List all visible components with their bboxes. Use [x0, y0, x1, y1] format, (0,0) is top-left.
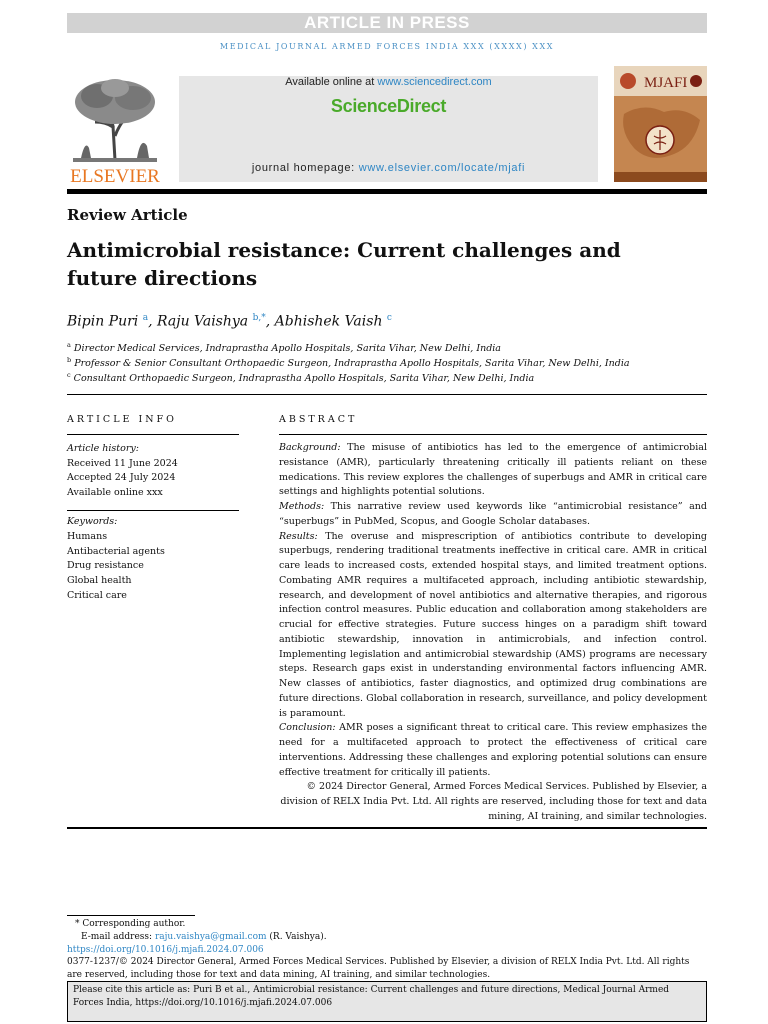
- doi-link[interactable]: https://doi.org/10.1016/j.mjafi.2024.07.006: [67, 944, 264, 955]
- corresponding-author-note: * Corresponding author.: [75, 919, 186, 929]
- copyright-notice: © 2024 Director General, Armed Forces Medical Services. Published by Elsevier, a division of RELX India Pvt. Ltd. All rights are reserved, including those for text and data mining, AI training, and similar technologies.: [280, 781, 707, 822]
- issn-copyright-line: 0377-1237/© 2024 Director General, Armed Forces Medical Services. Published by Elsevier, a division of RELX India Pvt. Ltd. All rights are reserved, including those for text and data mining, AI training, and similar technologies.: [67, 957, 690, 981]
- abstract-body: [279, 441, 707, 825]
- affiliation: $^c$ Consultant Orthopaedic Surgeon, Indraprastha Apollo Hospitals, Sarita Vihar, New Delhi, India: [67, 371, 535, 385]
- author-affiliation-mark[interactable]: a: [142, 313, 149, 323]
- sciencedirect-link[interactable]: www.sciencedirect.com: [377, 76, 492, 88]
- history-item: Accepted 24 July 2024: [67, 472, 176, 484]
- author-affiliation-mark[interactable]: b,*: [252, 313, 266, 323]
- author-name: Raju Vaishya: [157, 313, 249, 330]
- header-rule: [67, 189, 707, 194]
- history-item: Received 11 June 2024: [67, 457, 178, 469]
- affiliation: $^a$ Director Medical Services, Indraprastha Apollo Hospitals, Sarita Vihar, New Delhi, India: [67, 341, 501, 355]
- cover-title: MJAFI: [644, 75, 688, 91]
- keywords-label: Keywords:: [67, 516, 118, 527]
- footnote-rule: [67, 915, 195, 916]
- article-in-press-banner: ARTICLE IN PRESS: [67, 13, 707, 33]
- abstract-background: Background: The misuse of antibiotics has led to the emergence of antimicrobial resistance (AMR), particularly threatening critically ill patients reliant on these medications. This review explores the challenges of superbugs and AMR in critical care settings and highlights potential solutions.: [279, 442, 707, 498]
- article-history: [67, 442, 239, 500]
- journal-cover-thumbnail: [614, 66, 707, 182]
- affiliation: $^b$ Professor & Senior Consultant Orthopaedic Surgeon, Indraprastha Apollo Hospitals, Sarita Vihar, New Delhi, India: [67, 356, 630, 370]
- elsevier-logo: [67, 76, 163, 184]
- available-online-line: [179, 76, 598, 88]
- author-name: Abhishek Vaish: [274, 313, 383, 330]
- abstract-methods: Methods: This narrative review used keywords like “antimicrobial resistance” and “superbugs” in PubMed, Scopus, and Google Scholar databases.: [279, 501, 707, 527]
- keyword-item: Antibacterial agents: [67, 545, 165, 557]
- homepage-prefix: journal homepage:: [251, 162, 359, 174]
- divider: [67, 510, 239, 511]
- running-head: MEDICAL JOURNAL ARMED FORCES INDIA XXX (XXXX) XXX: [219, 42, 555, 51]
- email-line: E-mail address: raju.vaishya@gmail.com (R. Vaishya).: [81, 931, 327, 942]
- journal-homepage-line: [179, 162, 598, 174]
- keyword-item: Drug resistance: [67, 560, 144, 572]
- elsevier-tree-icon: [67, 76, 163, 184]
- footnotes: [67, 918, 707, 982]
- keyword-item: Global health: [67, 575, 132, 587]
- author-affiliation-mark[interactable]: c: [386, 313, 392, 323]
- article-title: Antimicrobial resistance: Current challenges and future directions: [67, 238, 621, 290]
- sciencedirect-wordmark[interactable]: ScienceDirect: [330, 96, 447, 116]
- journal-homepage-link[interactable]: www.elsevier.com/locate/mjafi: [358, 162, 526, 174]
- author-list: Bipin Puri $^a$, Raju Vaishya $^{b,*}$, Abhishek Vaish $^c$: [67, 313, 392, 330]
- divider: [67, 827, 707, 829]
- keyword-item: Humans: [67, 530, 108, 542]
- keyword-item: Critical care: [67, 589, 127, 601]
- abstract-conclusion: Conclusion: AMR poses a significant threat to critical care. This review emphasizes the need for a multifaceted approach to protect the effectiveness of critical care interventions. Addressing these challenges and exploring potential solutions can ensure effective treatment for critically ill patients.: [279, 722, 707, 778]
- citation-box: [67, 981, 707, 1022]
- divider: [67, 434, 239, 435]
- divider: [67, 394, 707, 395]
- abstract-heading: ABSTRACT: [279, 414, 358, 425]
- history-label: Article history:: [67, 443, 139, 454]
- cover-emblem-icon: [620, 73, 636, 89]
- article-type: Review Article: [67, 206, 188, 224]
- svg-text:ELSEVIER: ELSEVIER: [70, 166, 160, 184]
- divider: [279, 434, 707, 435]
- abstract-results: Results: The overuse and misprescription of antibiotics contribute to developing superbugs, rendering traditional treatments ineffective in critical care. AMR in critical care leads to increased costs, extended hospital stays, and limited treatment options. Combating AMR requires a multifaceted approach, including antibiotic stewardship, research, and development of novel antibiotics and alternative therapies, and rigorous infection control measures. Public education and collaboration among stakeholders are crucial for effective strategies. Future success hinges on a paradigm shift toward antibiotic stewardship, innovation in antimicrobials, and infection control. Implementing legislation and antimicrobial stewardship (AMS) programs are necessary steps. Research gaps exist in understanding environmental factors influencing AMR. New classes of antibiotics, faster diagnostics, and optimized drug combinations are future directions. Global collaboration in research, surveillance, and policy development is paramount.: [279, 530, 707, 719]
- citation-text: Please cite this article as: Puri B et al., Antimicrobial resistance: Current challenges and future directions, Medical Journal Armed Forces India, https://doi.org/10.1016/j.mjafi.2024.07.006: [73, 985, 670, 1008]
- available-online-prefix: Available online at: [285, 76, 378, 88]
- journal-banner: [179, 76, 598, 182]
- article-info-heading: ARTICLE INFO: [67, 414, 177, 425]
- author-name: Bipin Puri: [67, 313, 139, 330]
- email-link[interactable]: raju.vaishya@gmail.com: [154, 931, 267, 942]
- keywords-list: [67, 515, 239, 604]
- history-item: Available online xxx: [67, 486, 163, 498]
